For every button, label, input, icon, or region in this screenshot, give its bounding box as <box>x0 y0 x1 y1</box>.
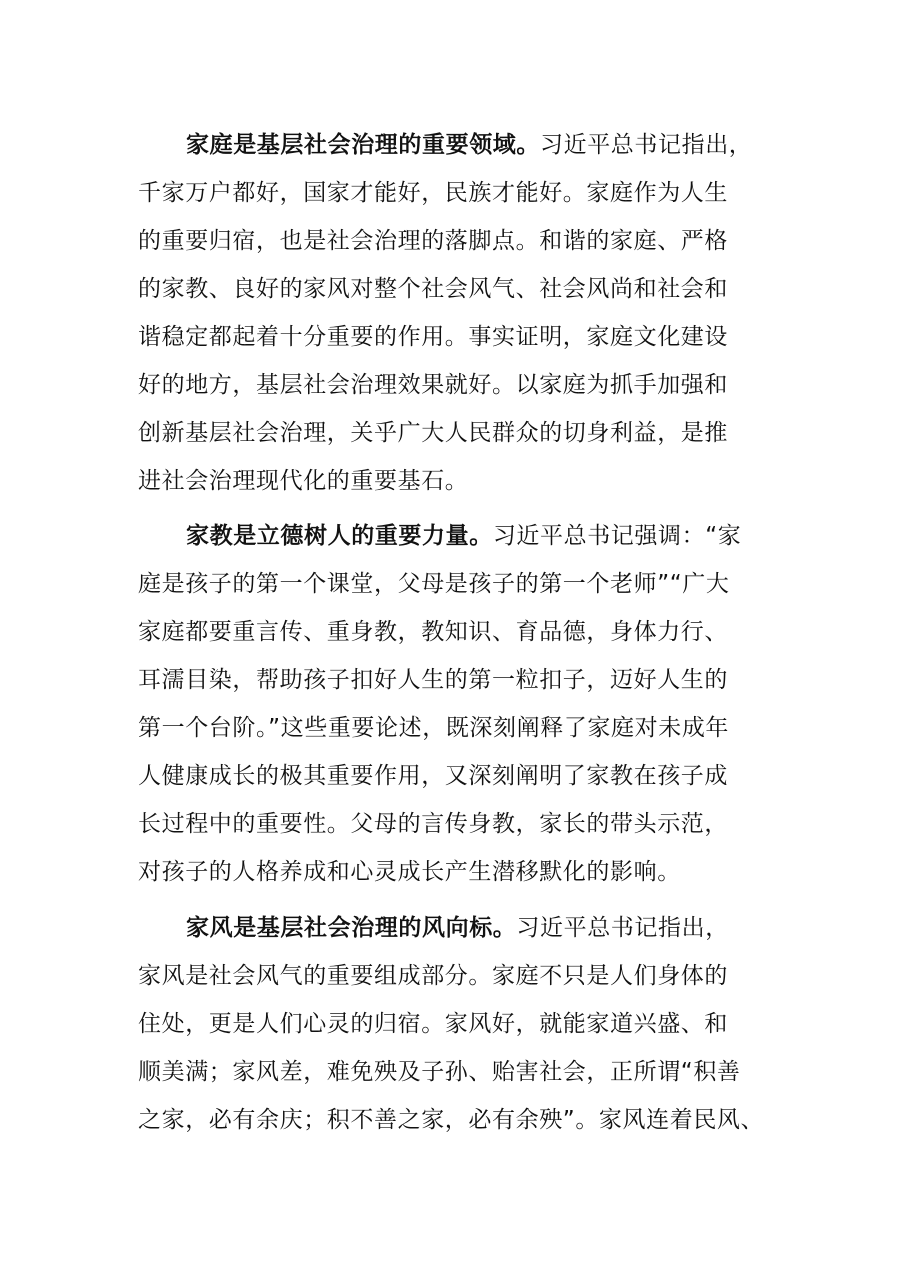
paragraph-lead: 家风是基层社会治理的风向标。 <box>186 915 517 941</box>
paragraph-family-style <box>138 904 778 1144</box>
text-line: 第一个台阶。”这些重要论述，既深刻阐释了家庭对未成年 <box>138 715 730 741</box>
text-line: 之家，必有余庆；积不善之家，必有余殃”。家风连着民风、 <box>138 1107 765 1133</box>
text-line: 家庭都要重言传、重身教，教知识、育品德，身体力行、 <box>138 619 728 645</box>
text-line: 家风是社会风气的重要组成部分。家庭不只是人们身体的 <box>138 963 728 989</box>
paragraph-lead: 家庭是基层社会治理的重要领域。 <box>186 132 540 158</box>
text-line: 人健康成长的极其重要作用，又深刻阐明了家教在孩子成 <box>138 763 728 789</box>
text-line: 谐稳定都起着十分重要的作用。事实证明，家庭文化建设 <box>138 324 728 350</box>
text-line: 创新基层社会治理，关乎广大人民群众的切身利益，是推 <box>138 420 728 446</box>
text-line: 顺美满；家风差，难免殃及子孙、贻害社会，正所谓“积善 <box>138 1059 741 1085</box>
text-line <box>138 512 778 560</box>
text-line: 的家教、良好的家风对整个社会风气、社会风尚和社会和 <box>138 276 728 302</box>
text-line <box>138 904 778 952</box>
text-line: 庭是孩子的第一个课堂，父母是孩子的第一个老师”“广大 <box>138 571 730 597</box>
text-line: 长过程中的重要性。父母的言传身教，家长的带头示范， <box>138 811 728 837</box>
text-line: 的重要归宿，也是社会治理的落脚点。和谐的家庭、严格 <box>138 228 728 254</box>
text-line: 进社会治理现代化的重要基石。 <box>138 468 469 494</box>
text-line: 好的地方，基层社会治理效果就好。以家庭为抓手加强和 <box>138 372 728 398</box>
text-line: 对孩子的人格养成和心灵成长产生潜移默化的影响。 <box>138 859 681 885</box>
text-line <box>138 121 778 169</box>
text-line: 住处，更是人们心灵的归宿。家风好，就能家道兴盛、和 <box>138 1011 728 1037</box>
paragraph-family-education <box>138 512 778 896</box>
text-line: 耳濡目染，帮助孩子扣好人生的第一粒扣子，迈好人生的 <box>138 667 728 693</box>
line-text: 习近平总书记指出， <box>540 132 753 158</box>
line-text: 习近平总书记指出， <box>516 915 729 941</box>
paragraph-lead: 家教是立德树人的重要力量。 <box>186 523 493 549</box>
line-text: 习近平总书记强调：“家 <box>492 523 742 549</box>
paragraph-family-grassroots-governance <box>138 121 778 505</box>
text-line: 千家万户都好，国家才能好，民族才能好。家庭作为人生 <box>138 180 728 206</box>
